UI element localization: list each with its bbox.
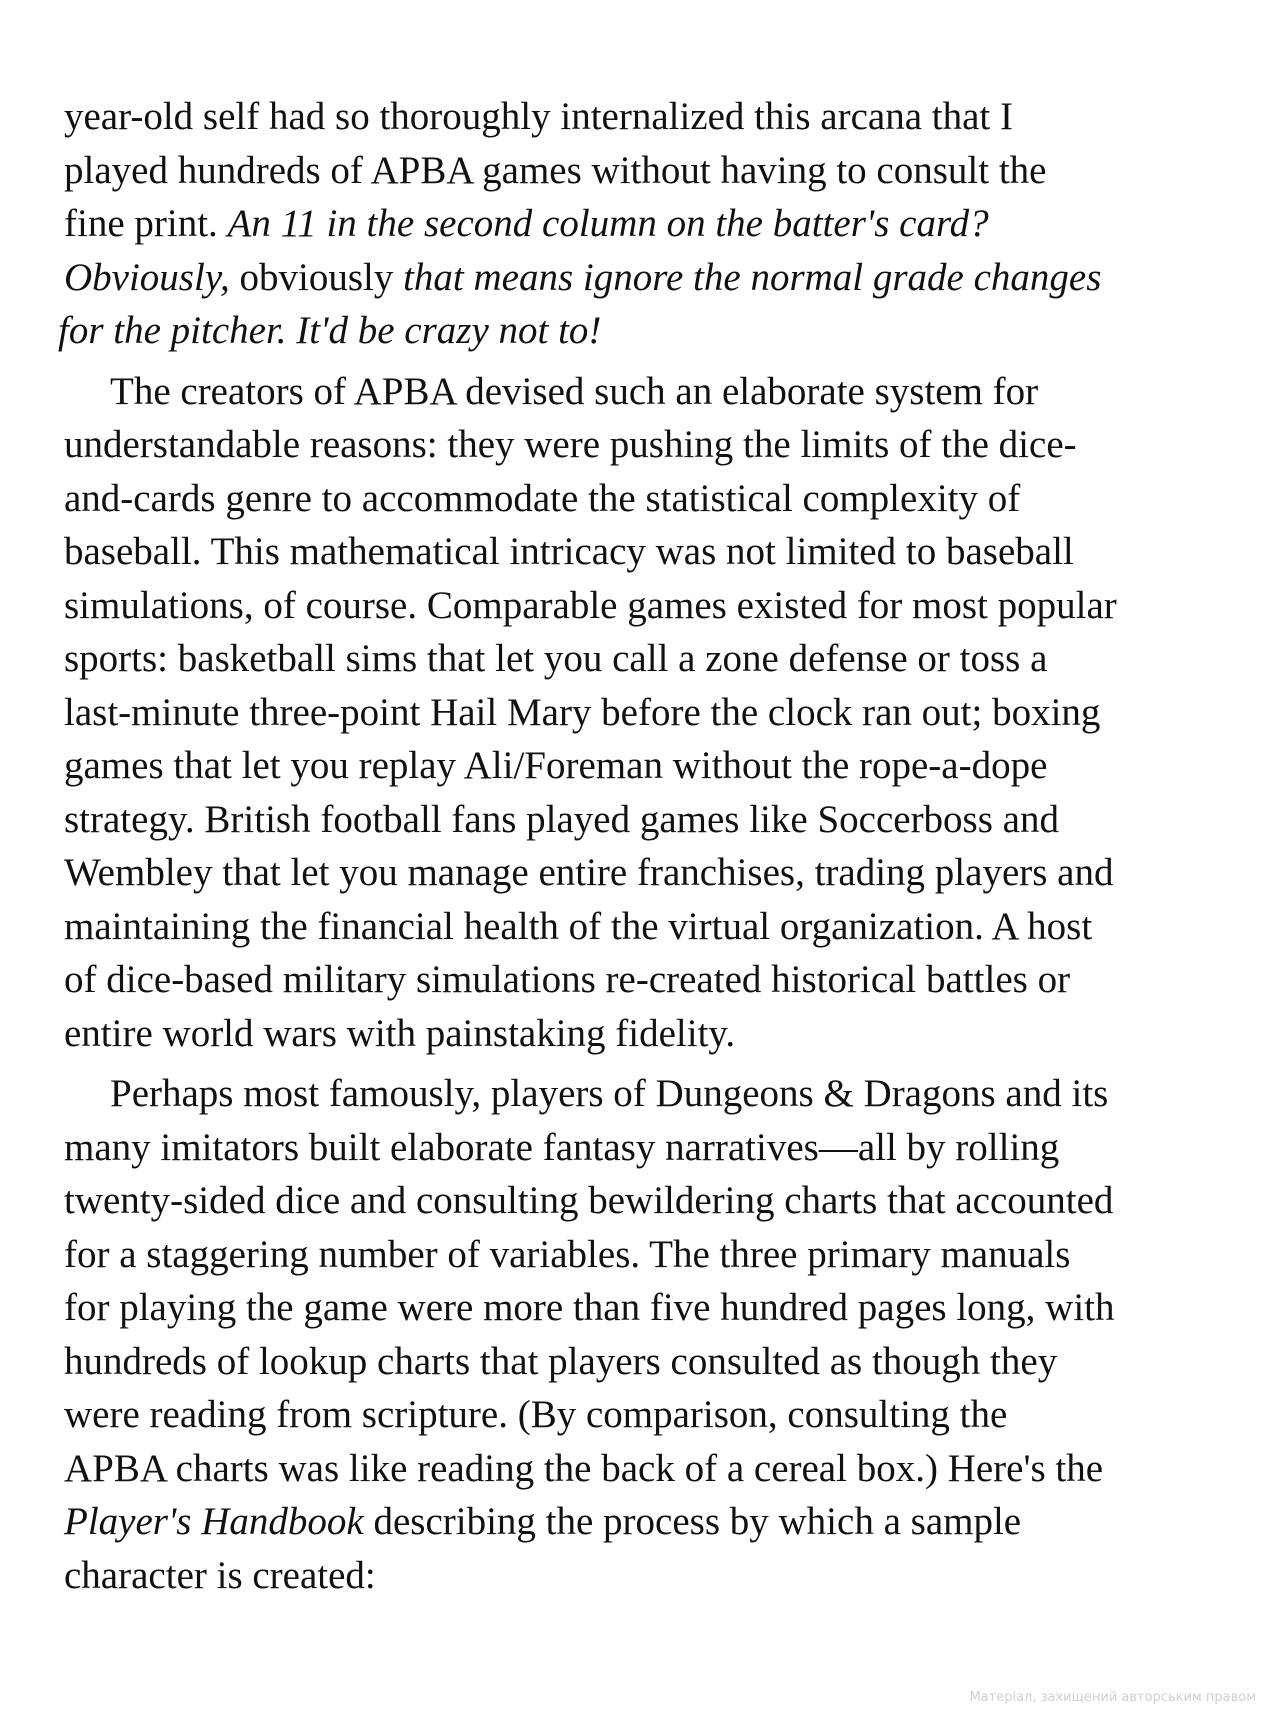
body-text [58,90,1224,1609]
paragraph-1 [58,90,1224,358]
text-line: many imitators built elaborate fantasy narratives—all by rolling [64,1125,1060,1169]
text-line: and-cards genre to accommodate the statistical complexity of [64,476,1021,520]
text-line: simulations, of course. Comparable games existed for most popular [64,583,1117,627]
text-line: year-old self had so thoroughly internalized this arcana that I [64,95,1013,138]
text-line: hundreds of lookup charts that players consulted as though they [64,1339,1058,1383]
text-line: were reading from scripture. (By comparison, consulting the [64,1393,1008,1436]
text-line: Wembley that let you manage entire franchises, trading players and [64,851,1114,894]
text-line: for a staggering number of variables. The three primary manuals [64,1232,1071,1276]
text-line: fine print. An 11 in the second column on the batter's card? [64,202,989,245]
text-line: twenty-sided dice and consulting bewildering charts that accounted [64,1179,1114,1222]
text-line: Player's Handbook describing the process by which a sample [64,1500,1022,1543]
text-line: APBA charts was like reading the back of a cereal box.) Here's the [64,1446,1104,1490]
text-line: Perhaps most famously, players of Dungeons & Dragons and its [110,1072,1109,1115]
text-line: character is created: [64,1553,376,1597]
paragraph-2 [64,365,1224,1061]
text-line: sports: basketball sims that let you call a zone defense or toss a [64,637,1048,680]
text-line: for playing the game were more than five hundred pages long, with [64,1286,1115,1329]
text-line: for the pitcher. It'd be crazy not to! [58,309,602,352]
text-line: Obviously, obviously that means ignore the normal grade changes [64,255,1102,299]
text-line: of dice-based military simulations re-created historical battles or [64,958,1071,1001]
text-line: The creators of APBA devised such an elaborate system for [110,369,1039,413]
text-line: entire world wars with painstaking fidelity. [64,1011,736,1055]
text-line: baseball. This mathematical intricacy was not limited to baseball [64,530,1074,573]
text-line: last-minute three-point Hail Mary before the clock ran out; boxing [64,690,1101,734]
text-line: games that let you replay Ali/Foreman without the rope-a-dope [64,744,1048,787]
text-line: strategy. British football fans played games like Soccerboss and [64,797,1059,841]
text-line: understandable reasons: they were pushing the limits of the dice- [64,423,1077,466]
text-line: played hundreds of APBA games without having to consult the [64,148,1047,192]
text-line: maintaining the financial health of the virtual organization. A host [64,904,1093,948]
copyright-notice: Матеріал, захищений авторським правом [969,1690,1256,1705]
paragraph-3 [64,1067,1224,1602]
